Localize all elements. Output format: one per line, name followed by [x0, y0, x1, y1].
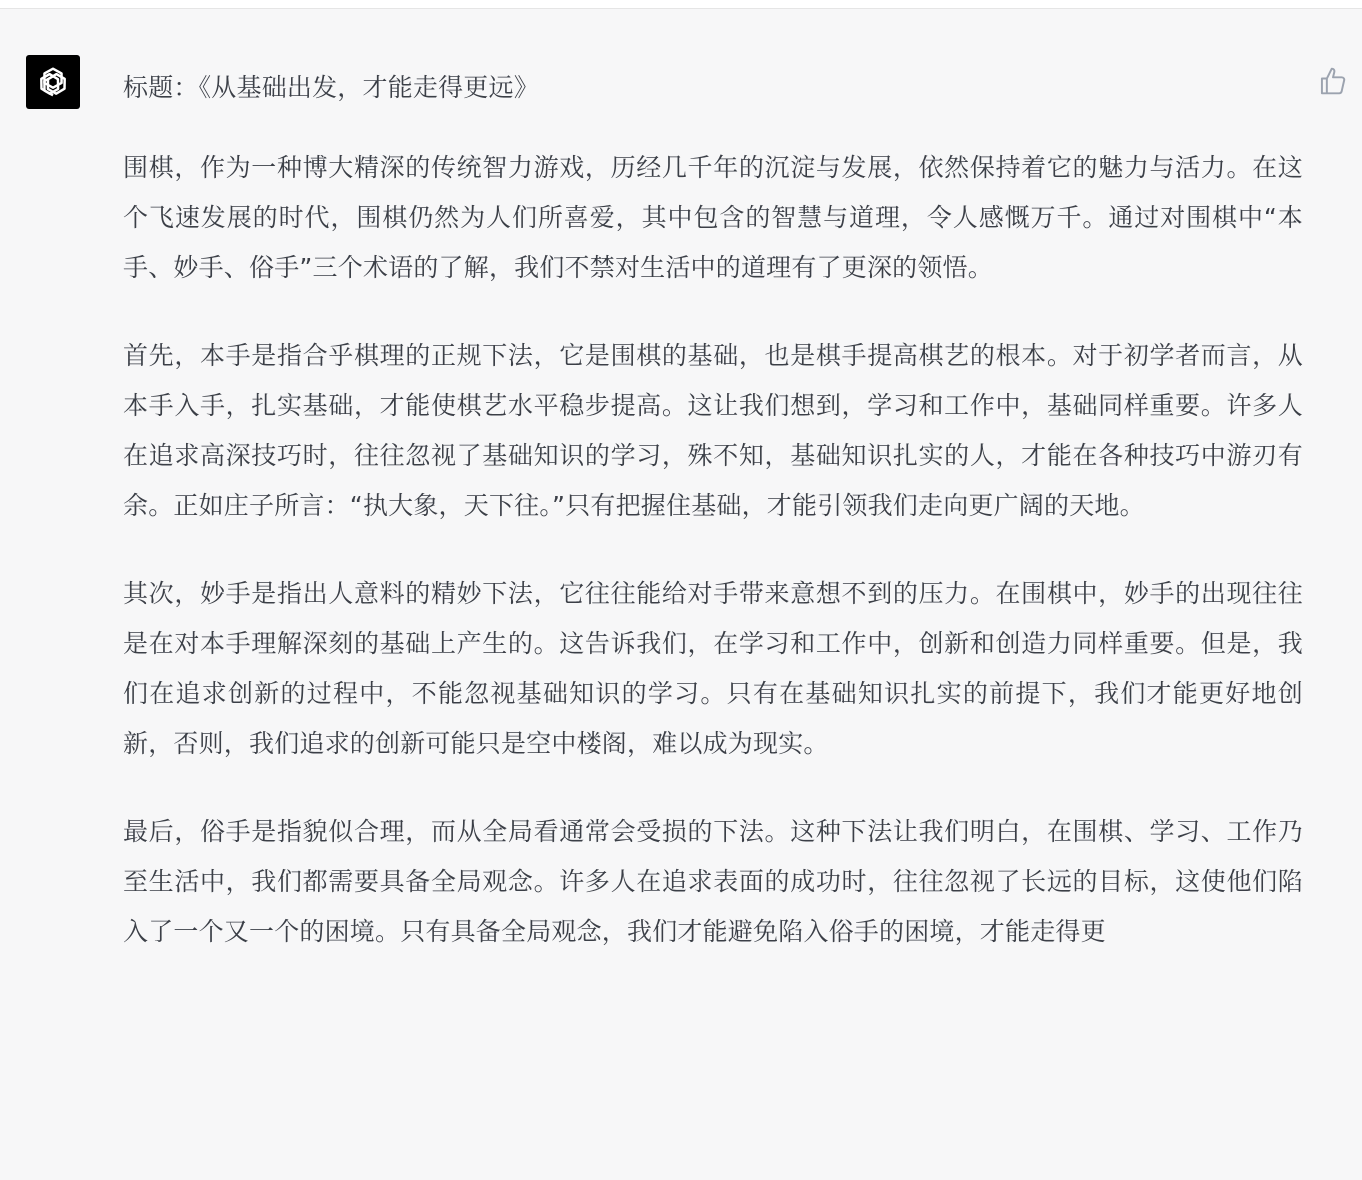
message-paragraph-3: 其次，妙手是指出人意料的精妙下法，它往往能给对手带来意想不到的压力。在围棋中，妙手的出现往往是在对本手理解深刻的基础上产生的。这告诉我们，在学习和工作中，创新和创造力同样重要。但是，我们在追求创新的过程中，不能忽视基础知识的学习。只有在基础知识扎实的前提下，我们才能更好地创新，否则，我们追求的创新可能只是空中楼阁，难以成为现实。: [123, 579, 1303, 758]
message-title: 标题：《从基础出发，才能走得更远》: [123, 73, 539, 102]
thumbs-up-icon: [1318, 65, 1348, 97]
message-paragraph-4: 最后，俗手是指貌似合理，而从全局看通常会受损的下法。这种下法让我们明白，在围棋、学习、工作乃至生活中，我们都需要具备全局观念。许多人在追求表面的成功时，往往忽视了长远的目标，这使他们陷入了一个又一个的困境。只有具备全局观念，我们才能避免陷入俗手的困境，才能走得更: [123, 817, 1303, 946]
thumbs-up-button[interactable]: [1318, 65, 1348, 97]
assistant-message: [123, 58, 1303, 957]
openai-logo-icon: [34, 63, 72, 101]
message-paragraph-2: 首先，本手是指合乎棋理的正规下法，它是围棋的基础，也是棋手提高棋艺的根本。对于初学者而言，从本手入手，扎实基础，才能使棋艺水平稳步提高。这让我们想到，学习和工作中，基础同样重要。许多人在追求高深技巧时，往往忽视了基础知识的学习，殊不知，基础知识扎实的人，才能在各种技巧中游刃有余。正如庄子所言：“执大象，天下往。”只有把握住基础，才能引领我们走向更广阔的天地。: [123, 341, 1303, 520]
top-divider: [0, 8, 1362, 9]
assistant-avatar: [26, 55, 80, 109]
message-paragraph-1: 围棋，作为一种博大精深的传统智力游戏，历经几千年的沉淀与发展，依然保持着它的魅力与活力。在这个飞速发展的时代，围棋仍然为人们所喜爱，其中包含的智慧与道理，令人感慨万千。通过对围棋中“本手、妙手、俗手”三个术语的了解，我们不禁对生活中的道理有了更深的领悟。: [123, 153, 1303, 282]
